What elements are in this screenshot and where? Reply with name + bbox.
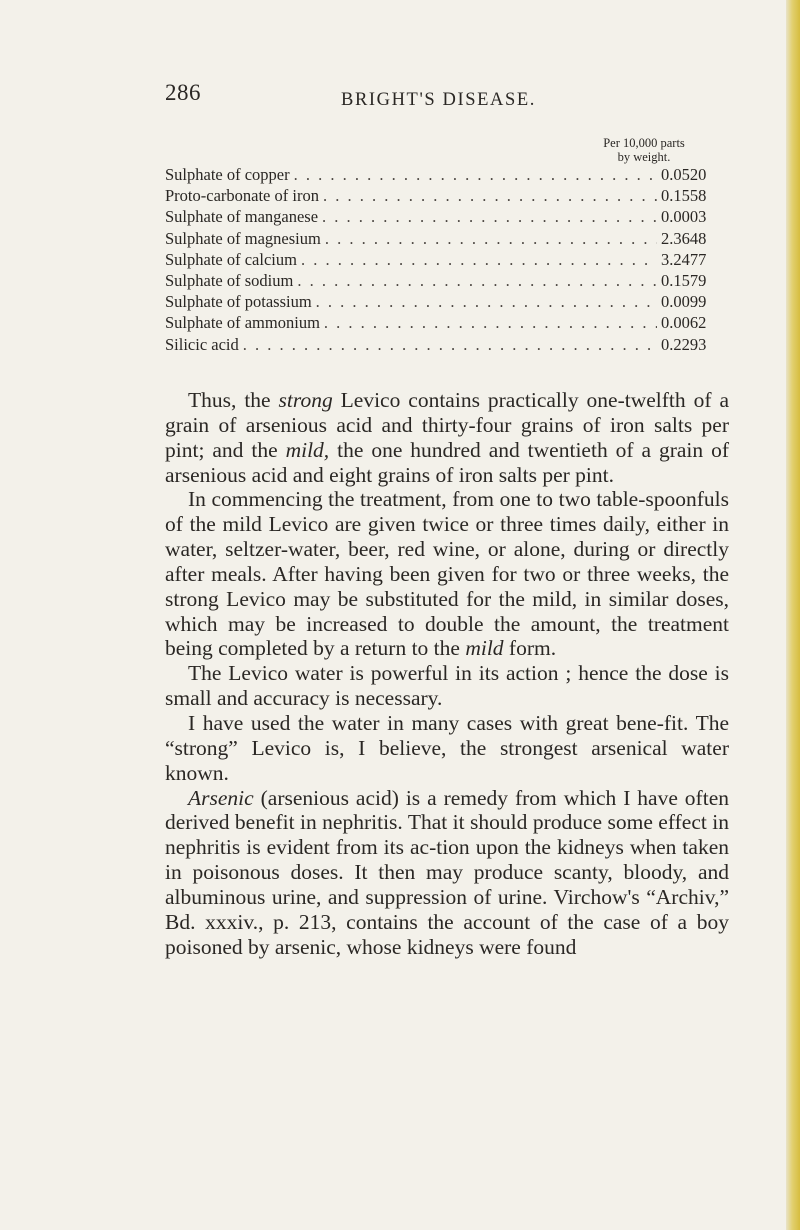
emphasis: Arsenic	[188, 785, 254, 810]
emphasis: mild,	[285, 437, 330, 462]
text-run: the one hundred and twentieth of a grain of arsenious acid and eight grains of iron salts per pint.	[165, 437, 729, 487]
row-value: 0.0099	[661, 292, 707, 312]
row-name: Proto-carbonate of iron	[165, 186, 319, 206]
text-run: form.	[503, 636, 557, 661]
row-value: 3.2477	[661, 249, 707, 269]
row-name: Silicic acid	[165, 334, 239, 354]
table-row	[165, 186, 729, 207]
row-name: Sulphate of sodium	[165, 270, 294, 290]
paragraph	[165, 661, 729, 711]
row-value: 2.3648	[661, 228, 707, 248]
units-header-line: Per 10,000 parts	[603, 136, 685, 150]
row-value: 0.2293	[661, 334, 707, 354]
text-run: In commencing the treatment, from one to two table-spoonfuls of the mild Levico are given twice or three times daily, either in water, seltzer-water, beer, red wine, or alone, during or directly after meals. After having been given for two or three weeks, the strong Levico may be substituted for the mild, in similar doses, which may be increased to double the amount, the treatment being completed by a return to the	[165, 487, 729, 661]
row-name: Sulphate of potassium	[165, 292, 312, 312]
running-head: BRIGHT'S DISEASE.	[341, 90, 536, 110]
row-name: Sulphate of ammonium	[165, 313, 320, 333]
dot-leader	[294, 165, 657, 185]
page-edge	[786, 0, 800, 1230]
paragraph	[165, 388, 729, 487]
paragraph	[165, 487, 729, 661]
row-value: 0.1579	[661, 270, 707, 290]
text-run: The Levico water is powerful in its action ; hence the dose is small and accuracy is necessary.	[165, 661, 729, 711]
units-header	[569, 136, 719, 164]
emphasis: strong	[278, 388, 333, 412]
row-value: 0.0062	[661, 313, 707, 333]
row-name: Sulphate of magnesium	[165, 228, 321, 248]
text-run: Thus, the	[188, 388, 279, 412]
text-run: Levico contains practically one-twelfth of a grain of arsenious acid and thirty-four grains of iron salts per pint; and the	[165, 388, 729, 462]
dot-leader	[322, 207, 657, 227]
table-row	[165, 165, 729, 186]
table-row	[165, 292, 729, 313]
body-text	[165, 388, 729, 959]
text-run: (arsenious acid) is a remedy from which I have often derived benefit in nephritis. That it should produce some effect in nephritis is evident from its ac-tion upon the kidneys when taken in poisonous doses. It then may produce scanty, bloody, and albuminous urine, and suppression of urine. Virchow's “Archiv,” Bd. xxxiv., p. 213, contains the account of the case of a boy poisoned by arsenic, whose kidneys were found	[165, 785, 729, 959]
row-value: 0.1558	[661, 186, 707, 206]
dot-leader	[301, 250, 657, 270]
dot-leader	[243, 335, 657, 355]
page-number: 286	[165, 80, 201, 105]
table-row	[165, 335, 729, 356]
row-value: 0.0520	[661, 165, 707, 184]
row-value: 0.0003	[661, 207, 707, 227]
dot-leader	[325, 229, 657, 249]
row-name: Sulphate of calcium	[165, 249, 297, 269]
row-name: Sulphate of manganese	[165, 207, 319, 227]
analysis-table	[165, 165, 729, 356]
row-name: Sulphate of copper	[165, 165, 290, 184]
table-row	[165, 250, 729, 271]
units-header-line: by weight.	[617, 150, 671, 164]
dot-leader	[297, 271, 657, 291]
table-row	[165, 271, 729, 292]
dot-leader	[316, 292, 657, 312]
emphasis: mild	[465, 636, 504, 661]
dot-leader	[324, 313, 657, 333]
dot-leader	[323, 186, 657, 206]
paragraph	[165, 711, 729, 786]
table-row	[165, 207, 729, 228]
text-run: I have used the water in many cases with great bene-fit. The “strong” Levico is, I believe, the strongest arsenical water known.	[165, 710, 729, 785]
table-row	[165, 313, 729, 334]
paragraph	[165, 786, 729, 960]
table-row	[165, 229, 729, 250]
